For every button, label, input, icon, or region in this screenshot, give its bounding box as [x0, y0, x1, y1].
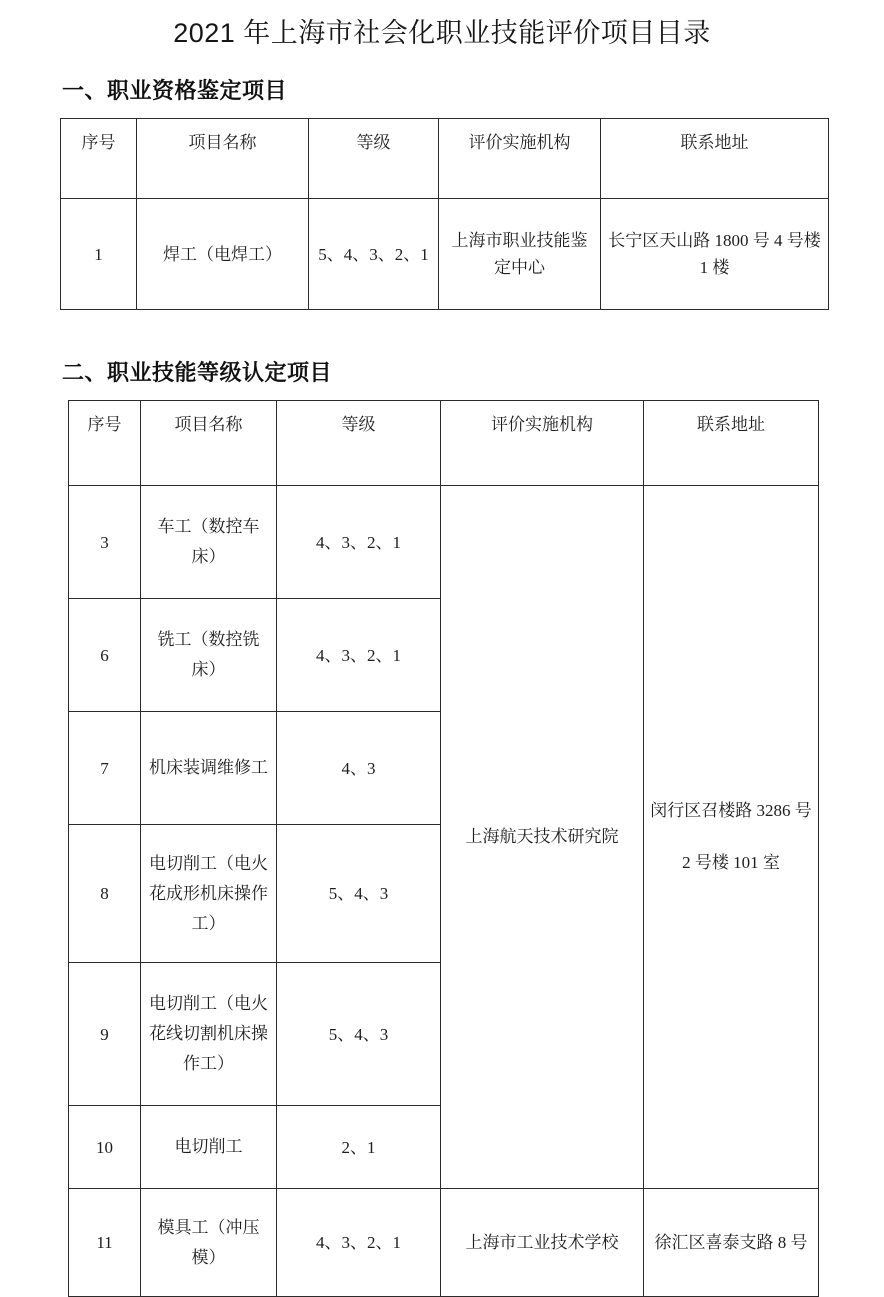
table-header-row — [61, 119, 829, 199]
column-header-org: 评价实施机构 — [441, 401, 644, 486]
cell-level: 2、1 — [277, 1106, 441, 1189]
table-row — [61, 199, 829, 310]
column-header-no: 序号 — [69, 401, 141, 486]
column-header-name: 项目名称 — [141, 401, 277, 486]
section-heading-qualification: 一、职业资格鉴定项目 — [62, 78, 288, 103]
cell-level: 4、3 — [277, 712, 441, 825]
cell-name: 机床装调维修工 — [141, 712, 277, 825]
cell-name: 电切削工 — [141, 1106, 277, 1189]
table-row — [69, 486, 819, 599]
table-skill-level — [68, 400, 819, 1297]
cell-no: 11 — [69, 1189, 141, 1297]
cell-no: 8 — [69, 825, 141, 963]
cell-level: 4、3、2、1 — [277, 599, 441, 712]
section-heading-skill-level: 二、职业技能等级认定项目 — [62, 360, 333, 385]
page-title: 2021 年上海市社会化职业技能评价项目目录 — [173, 18, 711, 48]
column-header-name: 项目名称 — [137, 119, 309, 199]
cell-level: 4、3、2、1 — [277, 486, 441, 599]
table-qualification — [60, 118, 829, 310]
cell-level: 4、3、2、1 — [277, 1189, 441, 1297]
column-header-org: 评价实施机构 — [439, 119, 601, 199]
column-header-address: 联系地址 — [601, 119, 829, 199]
cell-name: 电切削工（电火花线切割机床操作工） — [141, 963, 277, 1106]
column-header-level: 等级 — [277, 401, 441, 486]
cell-no: 1 — [61, 199, 137, 310]
cell-name: 焊工（电焊工） — [137, 199, 309, 310]
cell-no: 9 — [69, 963, 141, 1106]
cell-name: 电切削工（电火花成形机床操作工） — [141, 825, 277, 963]
column-header-no: 序号 — [61, 119, 137, 199]
cell-no: 7 — [69, 712, 141, 825]
column-header-level: 等级 — [309, 119, 439, 199]
table-row — [69, 1189, 819, 1297]
cell-org: 上海市工业技术学校 — [441, 1189, 644, 1297]
cell-org: 上海市职业技能鉴定中心 — [439, 199, 601, 310]
cell-org-merged: 上海航天技术研究院 — [441, 486, 644, 1189]
cell-no: 10 — [69, 1106, 141, 1189]
table-header-row — [69, 401, 819, 486]
cell-address: 徐汇区喜泰支路 8 号 — [644, 1189, 819, 1297]
cell-no: 3 — [69, 486, 141, 599]
cell-name: 车工（数控车床） — [141, 486, 277, 599]
column-header-address: 联系地址 — [644, 401, 819, 486]
cell-level: 5、4、3 — [277, 963, 441, 1106]
cell-name: 铣工（数控铣床） — [141, 599, 277, 712]
cell-address-merged: 闵行区召楼路 3286 号 2 号楼 101 室 — [644, 486, 819, 1189]
cell-address: 长宁区天山路 1800 号 4 号楼 1 楼 — [601, 199, 829, 310]
cell-level: 5、4、3、2、1 — [309, 199, 439, 310]
cell-level: 5、4、3 — [277, 825, 441, 963]
cell-name: 模具工（冲压模） — [141, 1189, 277, 1297]
cell-no: 6 — [69, 599, 141, 712]
